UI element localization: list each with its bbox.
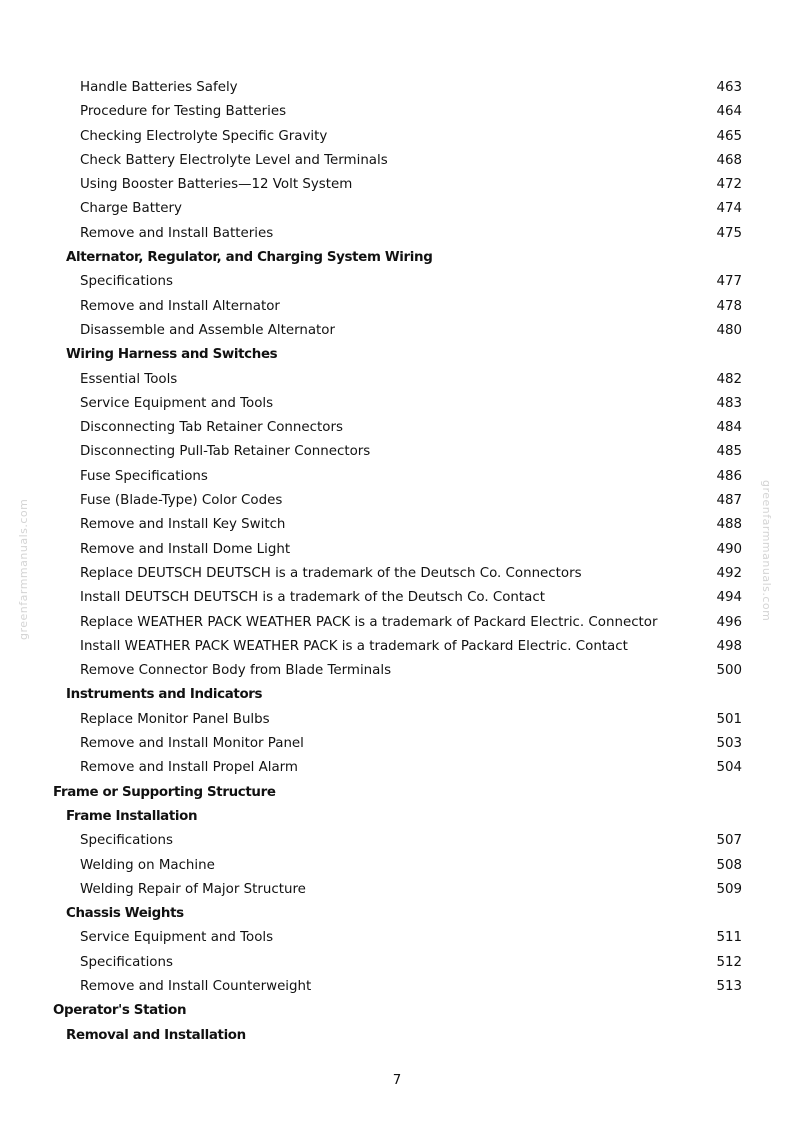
toc-entry-page-number: 504	[716, 760, 742, 776]
toc-entry-page-number: 482	[716, 371, 742, 387]
toc-entry[interactable]	[0, 586, 794, 610]
toc-entry[interactable]	[0, 611, 794, 635]
toc-entry[interactable]	[0, 951, 794, 975]
toc-entry-page-number: 494	[716, 590, 742, 606]
toc-entry[interactable]	[0, 465, 794, 489]
toc-entry-title: Replace WEATHER PACK WEATHER PACK is a trademark of Packard Electric. Connector	[80, 614, 658, 630]
toc-entry-title: Chassis Weights	[66, 906, 184, 922]
toc-entry-title: Remove and Install Key Switch	[80, 517, 286, 533]
toc-entry[interactable]	[0, 270, 794, 294]
toc-entry[interactable]	[0, 489, 794, 513]
toc-entry-page-number: 492	[716, 565, 742, 581]
toc-entry-title: Service Equipment and Tools	[80, 395, 274, 411]
toc-entry-title: Procedure for Testing Batteries	[80, 104, 287, 120]
toc-entry-page-number: 498	[716, 638, 742, 654]
toc-entry-title: Handle Batteries Safely	[80, 80, 238, 95]
toc-entry-title: Operator's Station	[53, 1003, 187, 1019]
toc-entry-title: Alternator, Regulator, and Charging System Wiring	[66, 250, 433, 266]
toc-entry[interactable]	[0, 440, 794, 464]
toc-entry-page-number: 511	[716, 930, 742, 946]
toc-entry-page-number: 509	[716, 881, 742, 897]
toc-entry-title: Install DEUTSCH DEUTSCH is a trademark of the Deutsch Co. Contact	[80, 590, 545, 606]
toc-entry[interactable]	[0, 173, 794, 197]
toc-entry-page-number: 512	[716, 954, 742, 970]
toc-entry-title: Disconnecting Tab Retainer Connectors	[80, 420, 343, 436]
toc-entry[interactable]	[0, 392, 794, 416]
toc-entry-title: Specifications	[80, 274, 173, 290]
toc-entry-page-number: 477	[716, 274, 742, 290]
toc-entry-title: Remove Connector Body from Blade Terminals	[80, 663, 392, 679]
toc-entry-page-number: 487	[716, 493, 742, 509]
toc-entry-title: Welding on Machine	[80, 857, 215, 873]
toc-entry-title: Remove and Install Propel Alarm	[80, 760, 298, 776]
toc-entry[interactable]	[0, 125, 794, 149]
toc-entry[interactable]	[0, 829, 794, 853]
toc-section-heading[interactable]	[0, 999, 794, 1023]
toc-entry[interactable]	[0, 975, 794, 999]
toc-entry[interactable]	[0, 149, 794, 173]
toc-entry-page-number: 488	[716, 517, 742, 533]
toc-entry-page-number: 490	[716, 541, 742, 557]
toc-entry[interactable]	[0, 732, 794, 756]
toc-entry[interactable]	[0, 854, 794, 878]
toc-entry-title: Specifications	[80, 833, 173, 849]
toc-entry[interactable]	[0, 197, 794, 221]
toc-entry-page-number: 508	[716, 857, 742, 873]
toc-entry[interactable]	[0, 295, 794, 319]
toc-entry-page-number: 501	[716, 711, 742, 727]
toc-entry-page-number: 465	[716, 128, 742, 144]
toc-entry-page-number: 468	[716, 152, 742, 168]
toc-entry-title: Disassemble and Assemble Alternator	[80, 322, 336, 338]
toc-entry-title: Charge Battery	[80, 201, 182, 217]
toc-entry-title: Specifications	[80, 954, 173, 970]
toc-section-heading[interactable]	[0, 781, 794, 805]
toc-entry-title: Frame Installation	[66, 808, 198, 824]
toc-entry-page-number: 500	[716, 663, 742, 679]
toc-entry[interactable]	[0, 319, 794, 343]
toc-entry-title: Frame or Supporting Structure	[53, 784, 276, 800]
toc-entry-page-number: 486	[716, 468, 742, 484]
toc-entry-title: Fuse Specifications	[80, 468, 208, 484]
watermark-right: greenfarmmanuals.com	[760, 480, 773, 622]
toc-entry-title: Remove and Install Batteries	[80, 225, 274, 241]
toc-entry-title: Welding Repair of Major Structure	[80, 881, 306, 897]
toc-entry-title: Replace Monitor Panel Bulbs	[80, 711, 270, 727]
toc-entry-page-number: 485	[716, 444, 742, 460]
toc-entry[interactable]	[0, 416, 794, 440]
toc-entry-title: Disconnecting Pull-Tab Retainer Connectors	[80, 444, 371, 460]
toc-entry-title: Using Booster Batteries—12 Volt System	[80, 177, 353, 193]
toc-entry[interactable]	[0, 76, 794, 100]
toc-section-heading[interactable]	[0, 246, 794, 270]
toc-entry[interactable]	[0, 222, 794, 246]
toc-entry-page-number: 475	[716, 225, 742, 241]
toc-entry-title: Fuse (Blade-Type) Color Codes	[80, 493, 283, 509]
toc-entry[interactable]	[0, 659, 794, 683]
toc-entry-page-number: 513	[716, 978, 742, 994]
toc-entry-page-number: 484	[716, 420, 742, 436]
toc-entry-title: Essential Tools	[80, 371, 178, 387]
toc-section-heading[interactable]	[0, 1024, 794, 1048]
toc-entry-title: Remove and Install Alternator	[80, 298, 280, 314]
toc-entry-page-number: 478	[716, 298, 742, 314]
toc-section-heading[interactable]	[0, 805, 794, 829]
toc-entry-page-number: 503	[716, 736, 742, 752]
toc-entry-title: Remove and Install Monitor Panel	[80, 736, 304, 752]
toc-entry[interactable]	[0, 513, 794, 537]
watermark-left: greenfarmmanuals.com	[17, 498, 30, 640]
toc-entry-page-number: 474	[716, 201, 742, 217]
toc-entry-page-number: 496	[716, 614, 742, 630]
toc-entry[interactable]	[0, 635, 794, 659]
toc-entry-title: Service Equipment and Tools	[80, 930, 274, 946]
toc-entry-page-number: 464	[716, 104, 742, 120]
toc-entry-title: Replace DEUTSCH DEUTSCH is a trademark of the Deutsch Co. Connectors	[80, 565, 582, 581]
toc-section-heading[interactable]	[0, 902, 794, 926]
toc-entry-title: Instruments and Indicators	[66, 687, 263, 703]
toc-section-heading[interactable]	[0, 683, 794, 707]
toc-entry-page-number: 480	[716, 322, 742, 338]
toc-entry-page-number: 507	[716, 833, 742, 849]
toc-entry[interactable]	[0, 368, 794, 392]
toc-entry-page-number: 463	[716, 80, 742, 95]
toc-entry-title: Checking Electrolyte Specific Gravity	[80, 128, 328, 144]
toc-entry-title: Check Battery Electrolyte Level and Terminals	[80, 152, 388, 168]
toc-entry-title: Wiring Harness and Switches	[66, 347, 278, 363]
toc-entry-page-number: 472	[716, 177, 742, 193]
toc-entry[interactable]	[0, 756, 794, 780]
toc-entry[interactable]	[0, 708, 794, 732]
toc-entry-page-number: 483	[716, 395, 742, 411]
toc-entry-title: Remove and Install Counterweight	[80, 978, 312, 994]
toc-entry[interactable]	[0, 878, 794, 902]
toc-entry-title: Removal and Installation	[66, 1027, 246, 1043]
toc-section-heading[interactable]	[0, 343, 794, 367]
toc-entry[interactable]	[0, 562, 794, 586]
toc-entry[interactable]	[0, 100, 794, 124]
toc-entry[interactable]	[0, 926, 794, 950]
toc-entry-title: Install WEATHER PACK WEATHER PACK is a trademark of Packard Electric. Contact	[80, 638, 628, 654]
toc-entry[interactable]	[0, 538, 794, 562]
toc-entry-title: Remove and Install Dome Light	[80, 541, 291, 557]
page-number: 7	[392, 1073, 402, 1088]
table-of-contents	[0, 76, 794, 1048]
